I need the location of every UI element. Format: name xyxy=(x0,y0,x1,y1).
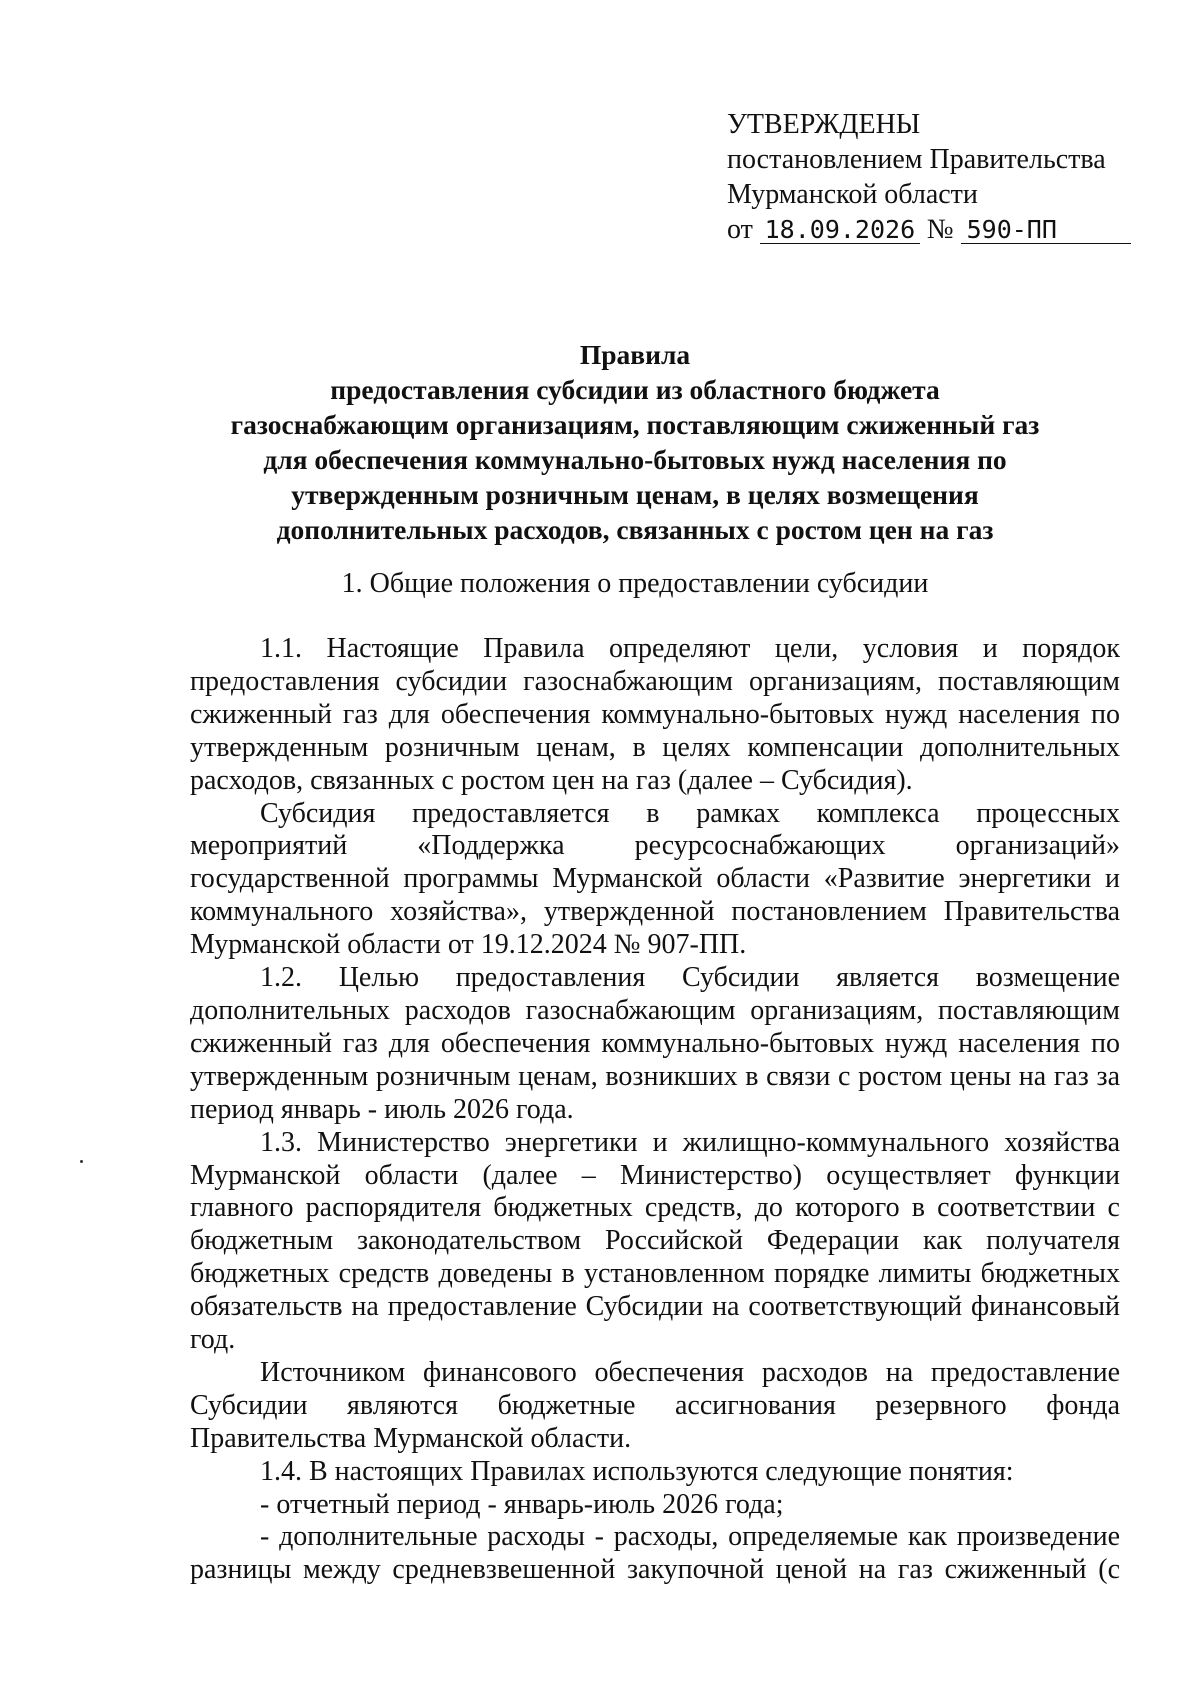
title-line-5: утвержденным розничным ценам, в целях возмещения xyxy=(291,479,979,510)
paragraph-1-3: 1.3. Министерство энергетики и жилищно-коммунального хозяйства Мурманской области (далее – Министерство) осуществляет функции главного распорядителя бюджетных средств, до которого в соответствии с бюджетным законодательством Российской Федерации как получателя бюджетных средств доведены в установленном порядке лимиты бюджетных обязательств на предоставление Субсидии на соответствующий финансовый год. xyxy=(190,1126,1120,1356)
paragraph-reporting-period: - отчетный период - январь-июль 2026 года; xyxy=(260,1488,784,1520)
title-line-3: газоснабжающим организациям, поставляющим сжиженный газ xyxy=(230,409,1040,440)
paragraph-1-2: 1.2. Целью предоставления Субсидии является возмещение дополнительных расходов газоснабжающим организациям, поставляющим сжиженный газ для обеспечения коммунально-бытовых нужд населения по утвержденным розничным ценам, возникших в связи с ростом цены на газ за период январь - июль 2026 года. xyxy=(190,962,1120,1125)
date-value: 18.09.2026 xyxy=(760,217,920,244)
approval-stamp xyxy=(727,107,1131,247)
paragraph-1-1: 1.1. Настоящие Правила определяют цели, условия и порядок предоставления субсидии газоснабжающим организациям, поставляющим сжиженный газ для обеспечения коммунально-бытовых нужд населения по утвержденным розничным ценам, в целях компенсации дополнительных расходов, связанных с ростом цен на газ (далее – Субсидия). xyxy=(190,633,1120,796)
document-title xyxy=(190,337,1080,547)
title-line-1: Правила xyxy=(579,339,691,370)
section-heading: 1. Общие положения о предоставлении субсидии xyxy=(341,568,929,599)
approval-heading: УТВЕРЖДЕНЫ xyxy=(727,109,921,140)
approval-line-resolution: постановлением Правительства xyxy=(727,144,1106,175)
title-line-6: дополнительных расходов, связанных с ростом цен на газ xyxy=(276,514,994,545)
paragraph-1-4: 1.4. В настоящих Правилах используются следующие понятия: xyxy=(260,1455,1014,1487)
title-line-2: предоставления субсидии из областного бюджета xyxy=(330,374,940,405)
number-sign: № xyxy=(926,214,954,245)
scan-speck xyxy=(80,1160,83,1163)
approval-date-line xyxy=(727,212,1131,247)
paragraph-additional-expenses: - дополнительные расходы - расходы, определяемые как произведение разницы между средневзвешенной закупочной ценой на газ сжиженный (с xyxy=(190,1521,1120,1586)
title-line-4: для обеспечения коммунально-бытовых нужд населения по xyxy=(263,444,1007,475)
date-prefix: от xyxy=(727,214,753,245)
approval-line-region: Мурманской области xyxy=(727,179,978,210)
document-body xyxy=(190,633,1120,1587)
paragraph-subsidy-program: Субсидия предоставляется в рамках комплекса процессных мероприятий «Поддержка ресурсоснабжающих организаций» государственной программы Мурманской области «Развитие энергетики и коммунального хозяйства», утвержденной постановлением Правительства Мурманской области от 19.12.2024 № 907-ПП. xyxy=(190,797,1120,961)
paragraph-funding-source: Источником финансового обеспечения расходов на предоставление Субсидии являются бюджетные ассигнования резервного фонда Правительства Мурманской области. xyxy=(190,1356,1120,1454)
number-value: 590-ПП xyxy=(961,217,1131,244)
